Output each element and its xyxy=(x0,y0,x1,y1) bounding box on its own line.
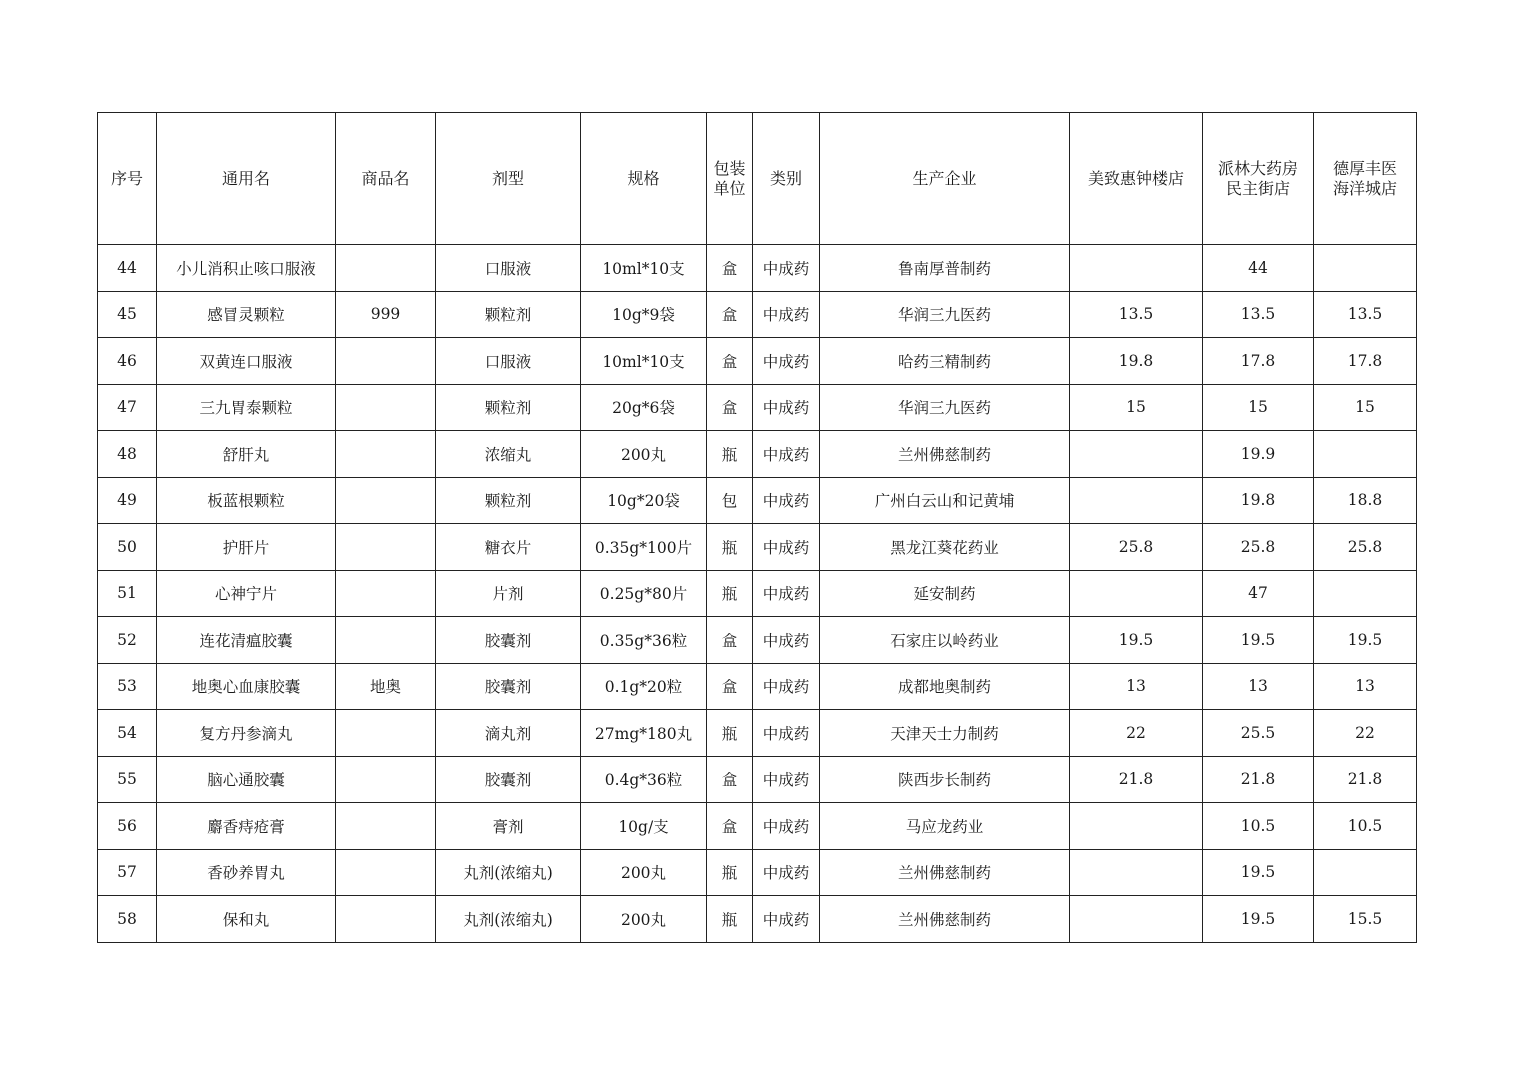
cell-store-1 xyxy=(1070,570,1203,617)
cell-store-1: 13 xyxy=(1070,663,1203,710)
cell-dosage-form: 浓缩丸 xyxy=(436,431,581,478)
cell-manufacturer: 华润三九医药 xyxy=(820,291,1070,338)
cell-brand-name xyxy=(336,617,436,664)
column-header-text: 单位 xyxy=(713,178,746,198)
column-header-generic-name xyxy=(157,113,336,245)
column-header-store-3 xyxy=(1314,113,1417,245)
column-header-category xyxy=(753,113,820,245)
cell-store-2: 19.5 xyxy=(1203,896,1314,943)
cell-no: 53 xyxy=(98,663,157,710)
cell-dosage-form: 片剂 xyxy=(436,570,581,617)
cell-no: 55 xyxy=(98,756,157,803)
cell-spec: 20g*6袋 xyxy=(581,384,707,431)
cell-manufacturer: 兰州佛慈制药 xyxy=(820,431,1070,478)
cell-store-3: 13 xyxy=(1314,663,1417,710)
cell-brand-name xyxy=(336,338,436,385)
cell-generic-name: 麝香痔疮膏 xyxy=(157,803,336,850)
cell-spec: 0.35g*36粒 xyxy=(581,617,707,664)
cell-unit: 盒 xyxy=(707,617,753,664)
cell-brand-name xyxy=(336,756,436,803)
cell-dosage-form: 丸剂(浓缩丸) xyxy=(436,849,581,896)
table-row xyxy=(98,617,1417,664)
cell-category: 中成药 xyxy=(753,710,820,757)
cell-manufacturer: 兰州佛慈制药 xyxy=(820,849,1070,896)
cell-no: 52 xyxy=(98,617,157,664)
column-header-text: 序号 xyxy=(110,168,143,188)
cell-unit: 盒 xyxy=(707,245,753,292)
cell-no: 48 xyxy=(98,431,157,478)
cell-manufacturer: 石家庄以岭药业 xyxy=(820,617,1070,664)
cell-generic-name: 感冒灵颗粒 xyxy=(157,291,336,338)
cell-unit: 包 xyxy=(707,477,753,524)
table-row xyxy=(98,384,1417,431)
cell-spec: 10ml*10支 xyxy=(581,245,707,292)
cell-store-3 xyxy=(1314,849,1417,896)
cell-store-2: 25.8 xyxy=(1203,524,1314,571)
column-header-text: 民主街店 xyxy=(1225,178,1290,198)
column-header-no xyxy=(98,113,157,245)
cell-manufacturer: 黑龙江葵花药业 xyxy=(820,524,1070,571)
cell-store-3: 13.5 xyxy=(1314,291,1417,338)
cell-brand-name: 999 xyxy=(336,291,436,338)
cell-spec: 200丸 xyxy=(581,896,707,943)
column-header-unit xyxy=(707,113,753,245)
cell-store-3: 10.5 xyxy=(1314,803,1417,850)
cell-store-2: 47 xyxy=(1203,570,1314,617)
cell-no: 57 xyxy=(98,849,157,896)
table-row xyxy=(98,431,1417,478)
cell-generic-name: 板蓝根颗粒 xyxy=(157,477,336,524)
cell-generic-name: 护肝片 xyxy=(157,524,336,571)
cell-dosage-form: 丸剂(浓缩丸) xyxy=(436,896,581,943)
cell-store-3 xyxy=(1314,245,1417,292)
cell-unit: 盒 xyxy=(707,291,753,338)
cell-store-3: 18.8 xyxy=(1314,477,1417,524)
cell-store-2: 25.5 xyxy=(1203,710,1314,757)
cell-store-3: 25.8 xyxy=(1314,524,1417,571)
cell-store-2: 19.5 xyxy=(1203,849,1314,896)
table-row xyxy=(98,710,1417,757)
cell-no: 56 xyxy=(98,803,157,850)
cell-category: 中成药 xyxy=(753,849,820,896)
cell-manufacturer: 华润三九医药 xyxy=(820,384,1070,431)
cell-unit: 瓶 xyxy=(707,849,753,896)
cell-brand-name xyxy=(336,570,436,617)
cell-manufacturer: 陕西步长制药 xyxy=(820,756,1070,803)
column-header-text: 规格 xyxy=(627,168,660,188)
cell-no: 51 xyxy=(98,570,157,617)
cell-dosage-form: 胶囊剂 xyxy=(436,756,581,803)
cell-no: 47 xyxy=(98,384,157,431)
cell-store-2: 19.8 xyxy=(1203,477,1314,524)
cell-category: 中成药 xyxy=(753,384,820,431)
cell-manufacturer: 天津天士力制药 xyxy=(820,710,1070,757)
cell-store-1 xyxy=(1070,896,1203,943)
cell-store-2: 17.8 xyxy=(1203,338,1314,385)
cell-store-2: 44 xyxy=(1203,245,1314,292)
cell-store-1: 13.5 xyxy=(1070,291,1203,338)
cell-store-1: 19.8 xyxy=(1070,338,1203,385)
cell-category: 中成药 xyxy=(753,245,820,292)
table-row xyxy=(98,338,1417,385)
cell-store-3: 21.8 xyxy=(1314,756,1417,803)
cell-unit: 瓶 xyxy=(707,524,753,571)
table-row xyxy=(98,803,1417,850)
cell-generic-name: 复方丹参滴丸 xyxy=(157,710,336,757)
cell-dosage-form: 颗粒剂 xyxy=(436,291,581,338)
cell-generic-name: 舒肝丸 xyxy=(157,431,336,478)
cell-brand-name xyxy=(336,477,436,524)
cell-dosage-form: 口服液 xyxy=(436,245,581,292)
cell-manufacturer: 马应龙药业 xyxy=(820,803,1070,850)
column-header-text: 美致惠钟楼店 xyxy=(1087,168,1184,188)
cell-store-2: 19.5 xyxy=(1203,617,1314,664)
column-header-text: 派林大药房 xyxy=(1217,158,1298,178)
cell-store-2: 13 xyxy=(1203,663,1314,710)
cell-category: 中成药 xyxy=(753,617,820,664)
cell-generic-name: 地奥心血康胶囊 xyxy=(157,663,336,710)
column-header-text: 类别 xyxy=(769,168,802,188)
cell-store-3: 17.8 xyxy=(1314,338,1417,385)
table-row xyxy=(98,245,1417,292)
cell-dosage-form: 颗粒剂 xyxy=(436,384,581,431)
column-header-manufacturer xyxy=(820,113,1070,245)
cell-unit: 盒 xyxy=(707,803,753,850)
cell-store-3: 19.5 xyxy=(1314,617,1417,664)
cell-store-2: 13.5 xyxy=(1203,291,1314,338)
cell-spec: 10g*20袋 xyxy=(581,477,707,524)
table-row xyxy=(98,849,1417,896)
cell-spec: 27mg*180丸 xyxy=(581,710,707,757)
cell-manufacturer: 兰州佛慈制药 xyxy=(820,896,1070,943)
cell-store-1 xyxy=(1070,849,1203,896)
drug-price-table xyxy=(97,112,1417,943)
column-header-brand-name xyxy=(336,113,436,245)
cell-manufacturer: 成都地奥制药 xyxy=(820,663,1070,710)
cell-manufacturer: 延安制药 xyxy=(820,570,1070,617)
cell-store-1 xyxy=(1070,477,1203,524)
cell-unit: 盒 xyxy=(707,756,753,803)
cell-no: 50 xyxy=(98,524,157,571)
cell-unit: 盒 xyxy=(707,384,753,431)
column-header-spec xyxy=(581,113,707,245)
cell-store-2: 19.9 xyxy=(1203,431,1314,478)
cell-unit: 瓶 xyxy=(707,710,753,757)
cell-dosage-form: 糖衣片 xyxy=(436,524,581,571)
cell-generic-name: 三九胃泰颗粒 xyxy=(157,384,336,431)
table-body xyxy=(98,245,1417,943)
column-header-store-2 xyxy=(1203,113,1314,245)
cell-store-3 xyxy=(1314,570,1417,617)
cell-spec: 200丸 xyxy=(581,431,707,478)
cell-store-3: 22 xyxy=(1314,710,1417,757)
cell-manufacturer: 鲁南厚普制药 xyxy=(820,245,1070,292)
cell-category: 中成药 xyxy=(753,477,820,524)
cell-spec: 10g/支 xyxy=(581,803,707,850)
cell-store-1 xyxy=(1070,245,1203,292)
cell-manufacturer: 哈药三精制药 xyxy=(820,338,1070,385)
cell-category: 中成药 xyxy=(753,803,820,850)
cell-store-1: 15 xyxy=(1070,384,1203,431)
cell-brand-name xyxy=(336,896,436,943)
table-row xyxy=(98,570,1417,617)
cell-category: 中成药 xyxy=(753,663,820,710)
table-row xyxy=(98,291,1417,338)
cell-category: 中成药 xyxy=(753,756,820,803)
cell-generic-name: 双黄连口服液 xyxy=(157,338,336,385)
cell-category: 中成药 xyxy=(753,896,820,943)
cell-dosage-form: 膏剂 xyxy=(436,803,581,850)
cell-no: 45 xyxy=(98,291,157,338)
cell-brand-name xyxy=(336,710,436,757)
cell-brand-name xyxy=(336,803,436,850)
column-header-text: 通用名 xyxy=(221,168,270,188)
cell-category: 中成药 xyxy=(753,431,820,478)
table-header xyxy=(98,113,1417,245)
cell-spec: 0.4g*36粒 xyxy=(581,756,707,803)
cell-store-3: 15.5 xyxy=(1314,896,1417,943)
cell-generic-name: 心神宁片 xyxy=(157,570,336,617)
cell-spec: 0.35g*100片 xyxy=(581,524,707,571)
cell-spec: 200丸 xyxy=(581,849,707,896)
cell-generic-name: 香砂养胃丸 xyxy=(157,849,336,896)
cell-brand-name xyxy=(336,849,436,896)
cell-dosage-form: 颗粒剂 xyxy=(436,477,581,524)
column-header-dosage-form xyxy=(436,113,581,245)
cell-store-1: 19.5 xyxy=(1070,617,1203,664)
column-header-text: 商品名 xyxy=(361,168,410,188)
cell-spec: 0.1g*20粒 xyxy=(581,663,707,710)
cell-store-2: 21.8 xyxy=(1203,756,1314,803)
cell-spec: 10g*9袋 xyxy=(581,291,707,338)
cell-unit: 瓶 xyxy=(707,431,753,478)
cell-no: 44 xyxy=(98,245,157,292)
column-header-store-1 xyxy=(1070,113,1203,245)
cell-no: 54 xyxy=(98,710,157,757)
cell-no: 46 xyxy=(98,338,157,385)
cell-store-2: 10.5 xyxy=(1203,803,1314,850)
cell-spec: 10ml*10支 xyxy=(581,338,707,385)
column-header-text: 包装 xyxy=(713,158,746,178)
cell-no: 49 xyxy=(98,477,157,524)
cell-dosage-form: 胶囊剂 xyxy=(436,617,581,664)
cell-store-1 xyxy=(1070,803,1203,850)
cell-brand-name: 地奥 xyxy=(336,663,436,710)
table-row xyxy=(98,663,1417,710)
cell-unit: 盒 xyxy=(707,663,753,710)
cell-store-1 xyxy=(1070,431,1203,478)
cell-category: 中成药 xyxy=(753,524,820,571)
cell-manufacturer: 广州白云山和记黄埔 xyxy=(820,477,1070,524)
table-row xyxy=(98,524,1417,571)
column-header-text: 生产企业 xyxy=(912,168,977,188)
cell-brand-name xyxy=(336,384,436,431)
cell-category: 中成药 xyxy=(753,291,820,338)
cell-store-2: 15 xyxy=(1203,384,1314,431)
table-row xyxy=(98,896,1417,943)
cell-generic-name: 连花清瘟胶囊 xyxy=(157,617,336,664)
cell-spec: 0.25g*80片 xyxy=(581,570,707,617)
cell-unit: 瓶 xyxy=(707,896,753,943)
cell-generic-name: 脑心通胶囊 xyxy=(157,756,336,803)
cell-unit: 瓶 xyxy=(707,570,753,617)
column-header-text: 海洋城店 xyxy=(1332,178,1397,198)
cell-store-3 xyxy=(1314,431,1417,478)
cell-store-1: 21.8 xyxy=(1070,756,1203,803)
cell-brand-name xyxy=(336,431,436,478)
cell-store-3: 15 xyxy=(1314,384,1417,431)
cell-generic-name: 小儿消积止咳口服液 xyxy=(157,245,336,292)
cell-category: 中成药 xyxy=(753,570,820,617)
table-row xyxy=(98,756,1417,803)
cell-brand-name xyxy=(336,245,436,292)
cell-store-1: 25.8 xyxy=(1070,524,1203,571)
cell-dosage-form: 口服液 xyxy=(436,338,581,385)
cell-store-1: 22 xyxy=(1070,710,1203,757)
column-header-text: 剂型 xyxy=(491,168,524,188)
cell-dosage-form: 胶囊剂 xyxy=(436,663,581,710)
cell-no: 58 xyxy=(98,896,157,943)
cell-dosage-form: 滴丸剂 xyxy=(436,710,581,757)
header-row xyxy=(98,113,1417,245)
cell-generic-name: 保和丸 xyxy=(157,896,336,943)
column-header-text: 德厚丰医 xyxy=(1332,158,1397,178)
table-row xyxy=(98,477,1417,524)
cell-category: 中成药 xyxy=(753,338,820,385)
cell-brand-name xyxy=(336,524,436,571)
cell-unit: 盒 xyxy=(707,338,753,385)
